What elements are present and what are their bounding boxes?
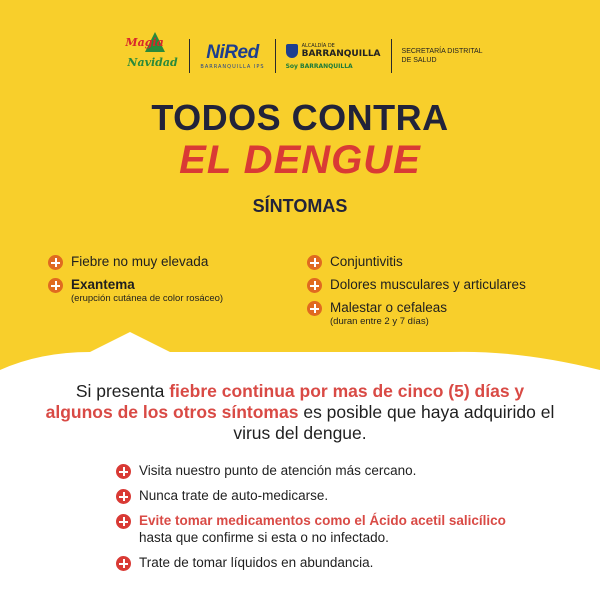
- recommendation-item: Visita nuestro punto de atención más cercano.: [116, 462, 536, 479]
- symptoms-right-column: [307, 253, 526, 334]
- plus-icon: [48, 278, 63, 293]
- magia-navidad-logo: Magia Navidad: [117, 32, 179, 80]
- symptom-item: Exantema (erupción cutánea de color rosáceo): [48, 276, 223, 305]
- plus-icon: [116, 464, 131, 479]
- plus-icon: [307, 301, 322, 316]
- recommendation-item: Evite tomar medicamentos como el Ácido acetil salicílico hasta que confirme si esta o no infectado.: [116, 512, 536, 546]
- plus-icon: [307, 278, 322, 293]
- symptoms-heading: SÍNTOMAS: [252, 196, 348, 216]
- symptom-item: Malestar o cefaleas (duran entre 2 y 7 días): [307, 299, 526, 328]
- nired-logo: NiRed BARRANQUILLA IPS: [200, 42, 265, 70]
- symptoms-left-column: [48, 253, 223, 311]
- symptom-item: Dolores musculares y articulares: [307, 276, 526, 293]
- plus-icon: [116, 514, 131, 529]
- logo-divider: [275, 39, 276, 73]
- logo-bar: [0, 32, 600, 80]
- shield-icon: [286, 44, 298, 58]
- plus-icon: [48, 255, 63, 270]
- logo-divider: [391, 39, 392, 73]
- plus-icon: [116, 556, 131, 571]
- title-line-2: EL DENGUE: [179, 138, 421, 182]
- recommendations-list: [116, 462, 536, 579]
- title-line-1: TODOS CONTRA: [151, 97, 449, 138]
- recommendation-item: Nunca trate de auto-medicarse.: [116, 487, 536, 504]
- plus-icon: [307, 255, 322, 270]
- symptom-item: Conjuntivitis: [307, 253, 526, 270]
- plus-icon: [116, 489, 131, 504]
- alcaldia-logo: ALCALDÍA DE BARRANQUILLA Soy BARRANQUILLA: [285, 42, 381, 70]
- logo-divider: [189, 39, 190, 73]
- secretaria-salud-logo: SECRETARÍA DISTRITAL DE SALUD: [401, 48, 483, 64]
- symptom-item: Fiebre no muy elevada: [48, 253, 223, 270]
- warning-message: Si presenta fiebre continua por mas de cinco (5) días y algunos de los otros síntomas es posible que haya adquirido el virus del dengue.: [45, 381, 555, 443]
- recommendation-item: Trate de tomar líquidos en abundancia.: [116, 554, 536, 571]
